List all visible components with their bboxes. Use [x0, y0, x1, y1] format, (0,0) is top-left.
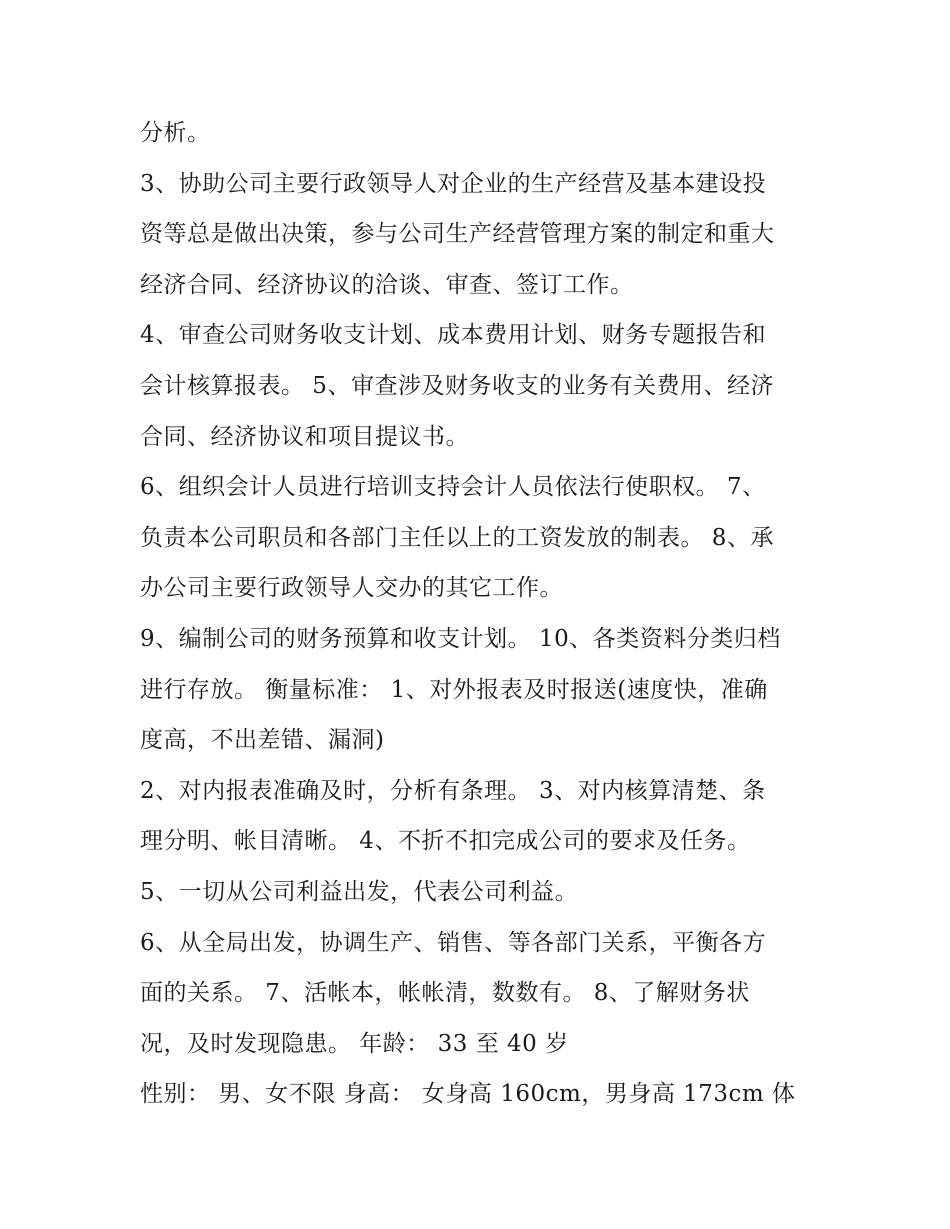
text-line: 4、审查公司财务收支计划、成本费用计划、财务专题报告和	[140, 322, 767, 349]
text-line: 况，及时发现隐患。 年龄： 33 至 40 岁	[140, 1030, 569, 1057]
text-line: 性别： 男、女不限 身高： 女身高 160cm，男身高 173cm 体	[140, 1081, 796, 1108]
text-line: 面的关系。 7、活帐本，帐帐清，数数有。 8、了解财务状	[140, 980, 750, 1007]
document-body	[140, 108, 840, 1120]
text-line: 9、编制公司的财务预算和收支计划。 10、各类资料分类归档	[140, 625, 781, 652]
text-line: 进行存放。 衡量标准： 1、对外报表及时报送(速度快，准确	[140, 676, 768, 703]
text-line: 经济合同、经济协议的洽谈、审查、签订工作。	[140, 271, 634, 298]
text-line: 会计核算报表。 5、审查涉及财务收支的业务有关费用、经济	[140, 372, 774, 399]
text-line: 负责本公司职员和各部门主任以上的工资发放的制表。 8、承	[140, 524, 774, 551]
text-line: 办公司主要行政领导人交办的其它工作。	[140, 575, 563, 602]
text-line: 2、对内报表准确及时，分析有条理。 3、对内核算清楚、条	[140, 777, 766, 804]
text-line: 合同、经济协议和项目提议书。	[140, 423, 469, 450]
text-line: 6、从全局出发，协调生产、销售、等各部门关系，平衡各方	[140, 929, 767, 956]
text-line: 资等总是做出决策，参与公司生产经营管理方案的制定和重大	[140, 221, 775, 248]
text-line: 分析。	[140, 120, 211, 146]
text-line: 理分明、帐目清晰。 4、不折不扣完成公司的要求及任务。	[140, 828, 751, 855]
text-line: 度高，不出差错、漏洞)	[140, 727, 385, 754]
text-line: 5、一切从公司利益出发，代表公司利益。	[140, 878, 579, 905]
text-line: 6、组织会计人员进行培训支持会计人员依法行使职权。 7、	[140, 474, 766, 501]
text-line: 3、协助公司主要行政领导人对企业的生产经营及基本建设投	[140, 170, 767, 197]
